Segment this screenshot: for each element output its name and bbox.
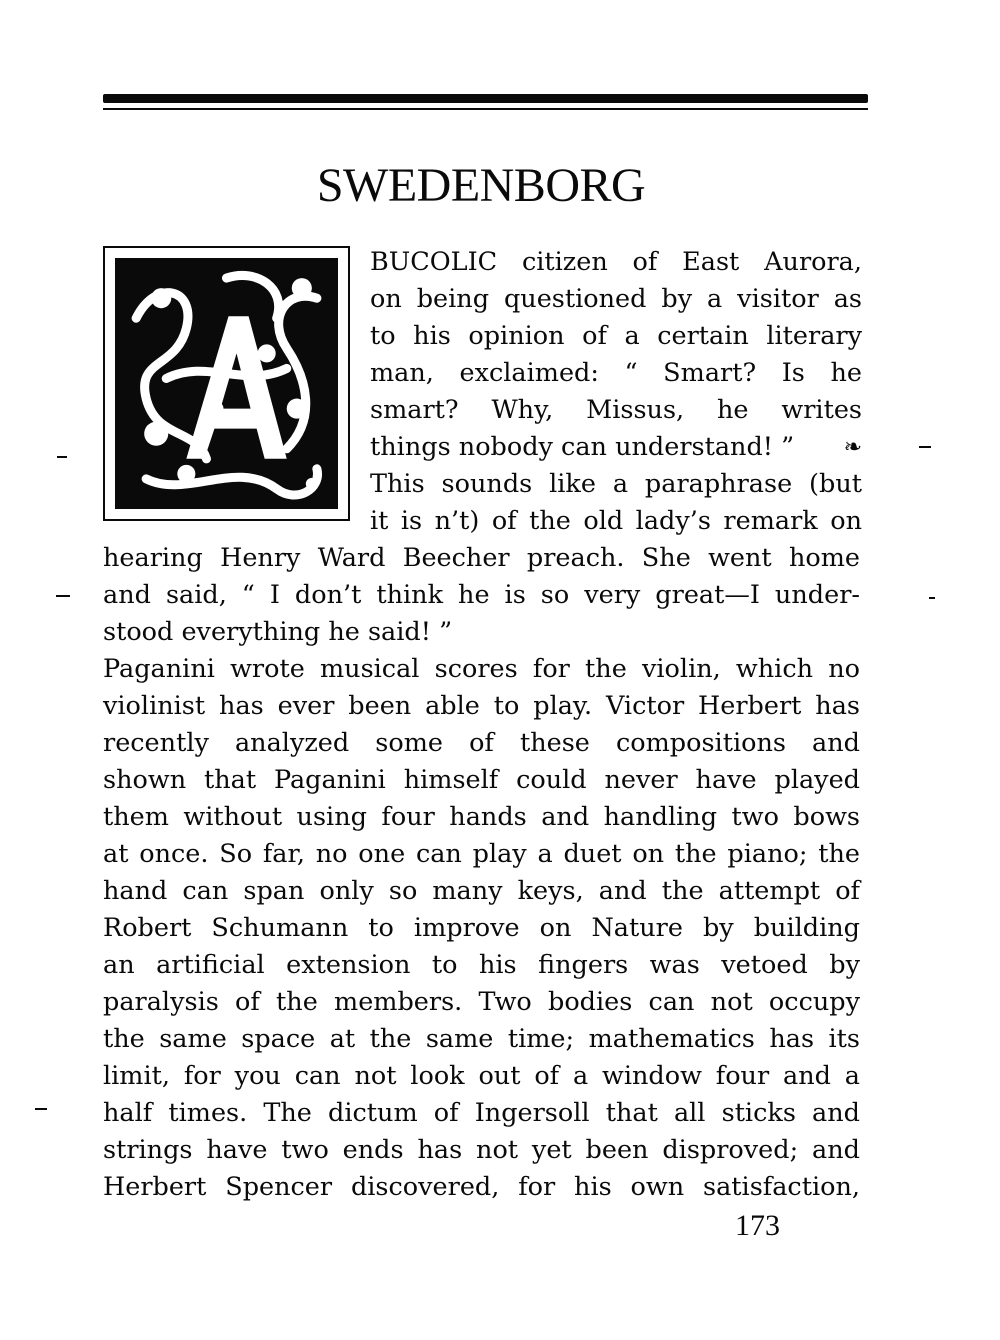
drop-cap-a-icon xyxy=(115,258,338,509)
header-rule-thin xyxy=(103,108,868,110)
text-line: Robert Schumann to improve on Nature by building xyxy=(103,913,860,943)
text-line: hand can span only so many keys, and the attempt of xyxy=(103,876,860,906)
margin-mark xyxy=(35,1108,47,1110)
text-line: man, exclaimed: “ Smart? Is he xyxy=(370,358,862,388)
text-line: Paganini wrote musical scores for the violin, which no xyxy=(103,654,860,684)
text-line-with-fleuron xyxy=(370,429,862,466)
text-line: limit, for you can not look out of a window four and a xyxy=(103,1061,860,1091)
text-line: smart? Why, Missus, he writes xyxy=(370,395,862,425)
page-number: 173 xyxy=(735,1209,780,1242)
text-line: stood everything he said! ” xyxy=(103,617,453,647)
text-line: them without using four hands and handling two bows xyxy=(103,802,860,832)
ornamental-drop-cap xyxy=(103,246,350,521)
text-line: violinist has ever been able to play. Victor Herbert has xyxy=(103,691,860,721)
text-line: BUCOLIC citizen of East Aurora, xyxy=(370,247,862,277)
text-line: the same space at the same time; mathematics has its xyxy=(103,1024,860,1054)
text-line: Herbert Spencer discovered, for his own satisfaction, xyxy=(103,1172,860,1202)
text-line: it is n’t) of the old lady’s remark on xyxy=(370,506,862,536)
margin-mark xyxy=(57,456,67,458)
text-line: shown that Paganini himself could never have played xyxy=(103,765,860,795)
margin-mark xyxy=(929,597,935,599)
text-line: and said, “ I don’t think he is so very great—I under- xyxy=(103,580,860,610)
text-line: hearing Henry Ward Beecher preach. She went home xyxy=(103,543,860,573)
text-line: an artificial extension to his fingers was vetoed by xyxy=(103,950,860,980)
text-line: strings have two ends has not yet been disproved; and xyxy=(103,1135,860,1165)
header-rule-thick xyxy=(103,94,868,103)
margin-mark xyxy=(56,595,70,597)
text-line: things nobody can understand! ” xyxy=(370,432,795,462)
text-line: paralysis of the members. Two bodies can not occupy xyxy=(103,987,860,1017)
text-line: half times. The dictum of Ingersoll that all sticks and xyxy=(103,1098,860,1128)
text-line: on being questioned by a visitor as xyxy=(370,284,862,314)
text-line: recently analyzed some of these compositions and xyxy=(103,728,860,758)
margin-mark xyxy=(919,446,931,448)
text-line: to his opinion of a certain literary xyxy=(370,321,862,351)
text-line: This sounds like a paraphrase (but xyxy=(370,469,862,499)
fleuron-icon: ❧ xyxy=(843,435,862,460)
text-line: at once. So far, no one can play a duet on the piano; the xyxy=(103,839,860,869)
chapter-title: SWEDENBORG xyxy=(316,159,646,212)
